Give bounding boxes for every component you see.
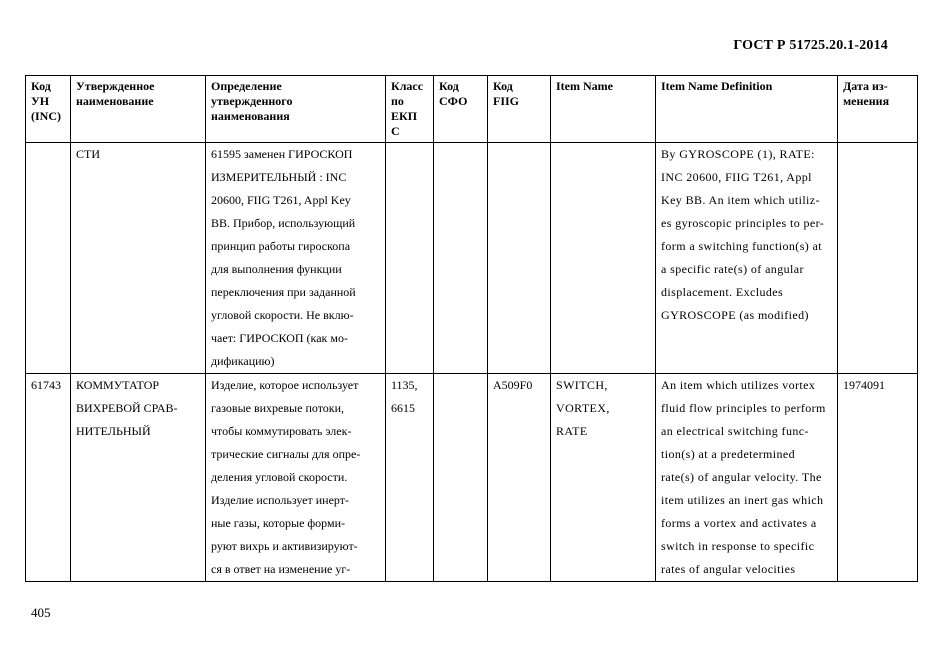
classification-table — [25, 75, 918, 582]
cell-definition: Изделие, которое использует газовые вихревые потоки, чтобы коммутировать элек- трические сигналы для опре- деления угловой скорости. Изделие использует инерт- ные газы, которые форми- руют вихрь и активизируют- ся в ответ на изменение уг- — [206, 374, 386, 582]
header-item-name-definition: Item Name Definition — [656, 76, 838, 143]
cell-fiig-code — [488, 143, 551, 374]
cell-fiig-code: A509F0 — [488, 374, 551, 582]
cell-item-name: SWITCH, VORTEX, RATE — [551, 374, 656, 582]
cell-inc — [26, 143, 71, 374]
cell-inc: 61743 — [26, 374, 71, 582]
cell-sfo-code — [434, 374, 488, 582]
page-number: 405 — [31, 605, 51, 620]
header-approved-name: Утвержденное наименование — [71, 76, 206, 143]
cell-change-date — [838, 143, 918, 374]
cell-item-name-definition: By GYROSCOPE (1), RATE: INC 20600, FIIG T261, Appl Key BB. An item which utiliz- es gyroscopic principles to per- form a switching function(s) at a specific rate(s) of angular displacement. Excludes GYROSCOPE (as modified) — [656, 143, 838, 374]
cell-item-name-definition: An item which utilizes vortex fluid flow principles to perform an electrical switching func- tion(s) at a predetermined rate(s) of angular velocity. The item utilizes an inert gas which forms a vortex and activates a switch in response to specific rates of angular velocities — [656, 374, 838, 582]
header-ekps-class: Класс по ЕКП С — [386, 76, 434, 143]
header-fiig-code: Код FIIG — [488, 76, 551, 143]
header-sfo-code: Код СФО — [434, 76, 488, 143]
document-code: ГОСТ Р 51725.20.1-2014 — [733, 38, 888, 53]
cell-definition: 61595 заменен ГИРОСКОП ИЗМЕРИТЕЛЬНЫЙ : INC 20600, FIIG T261, Appl Key BB. Прибор, использующий принцип работы гироскопа для выполнения функции переключения при заданной угловой скорости. Не вклю- чает: ГИРОСКОП (как мо- дификацию) — [206, 143, 386, 374]
header-item-name: Item Name — [551, 76, 656, 143]
header-inc: Код УН (INC) — [26, 76, 71, 143]
cell-ekps-class — [386, 143, 434, 374]
cell-approved-name: КОММУТАТОР ВИХРЕВОЙ СРАВ- НИТЕЛЬНЫЙ — [71, 374, 206, 582]
cell-sfo-code — [434, 143, 488, 374]
table-row — [26, 143, 918, 374]
header-definition: Определение утвержденного наименования — [206, 76, 386, 143]
table-row — [26, 374, 918, 582]
cell-item-name — [551, 143, 656, 374]
cell-ekps-class: 1135, 6615 — [386, 374, 434, 582]
table-header-row — [26, 76, 918, 143]
cell-approved-name: СТИ — [71, 143, 206, 374]
cell-change-date: 1974091 — [838, 374, 918, 582]
header-change-date: Дата из- менения — [838, 76, 918, 143]
